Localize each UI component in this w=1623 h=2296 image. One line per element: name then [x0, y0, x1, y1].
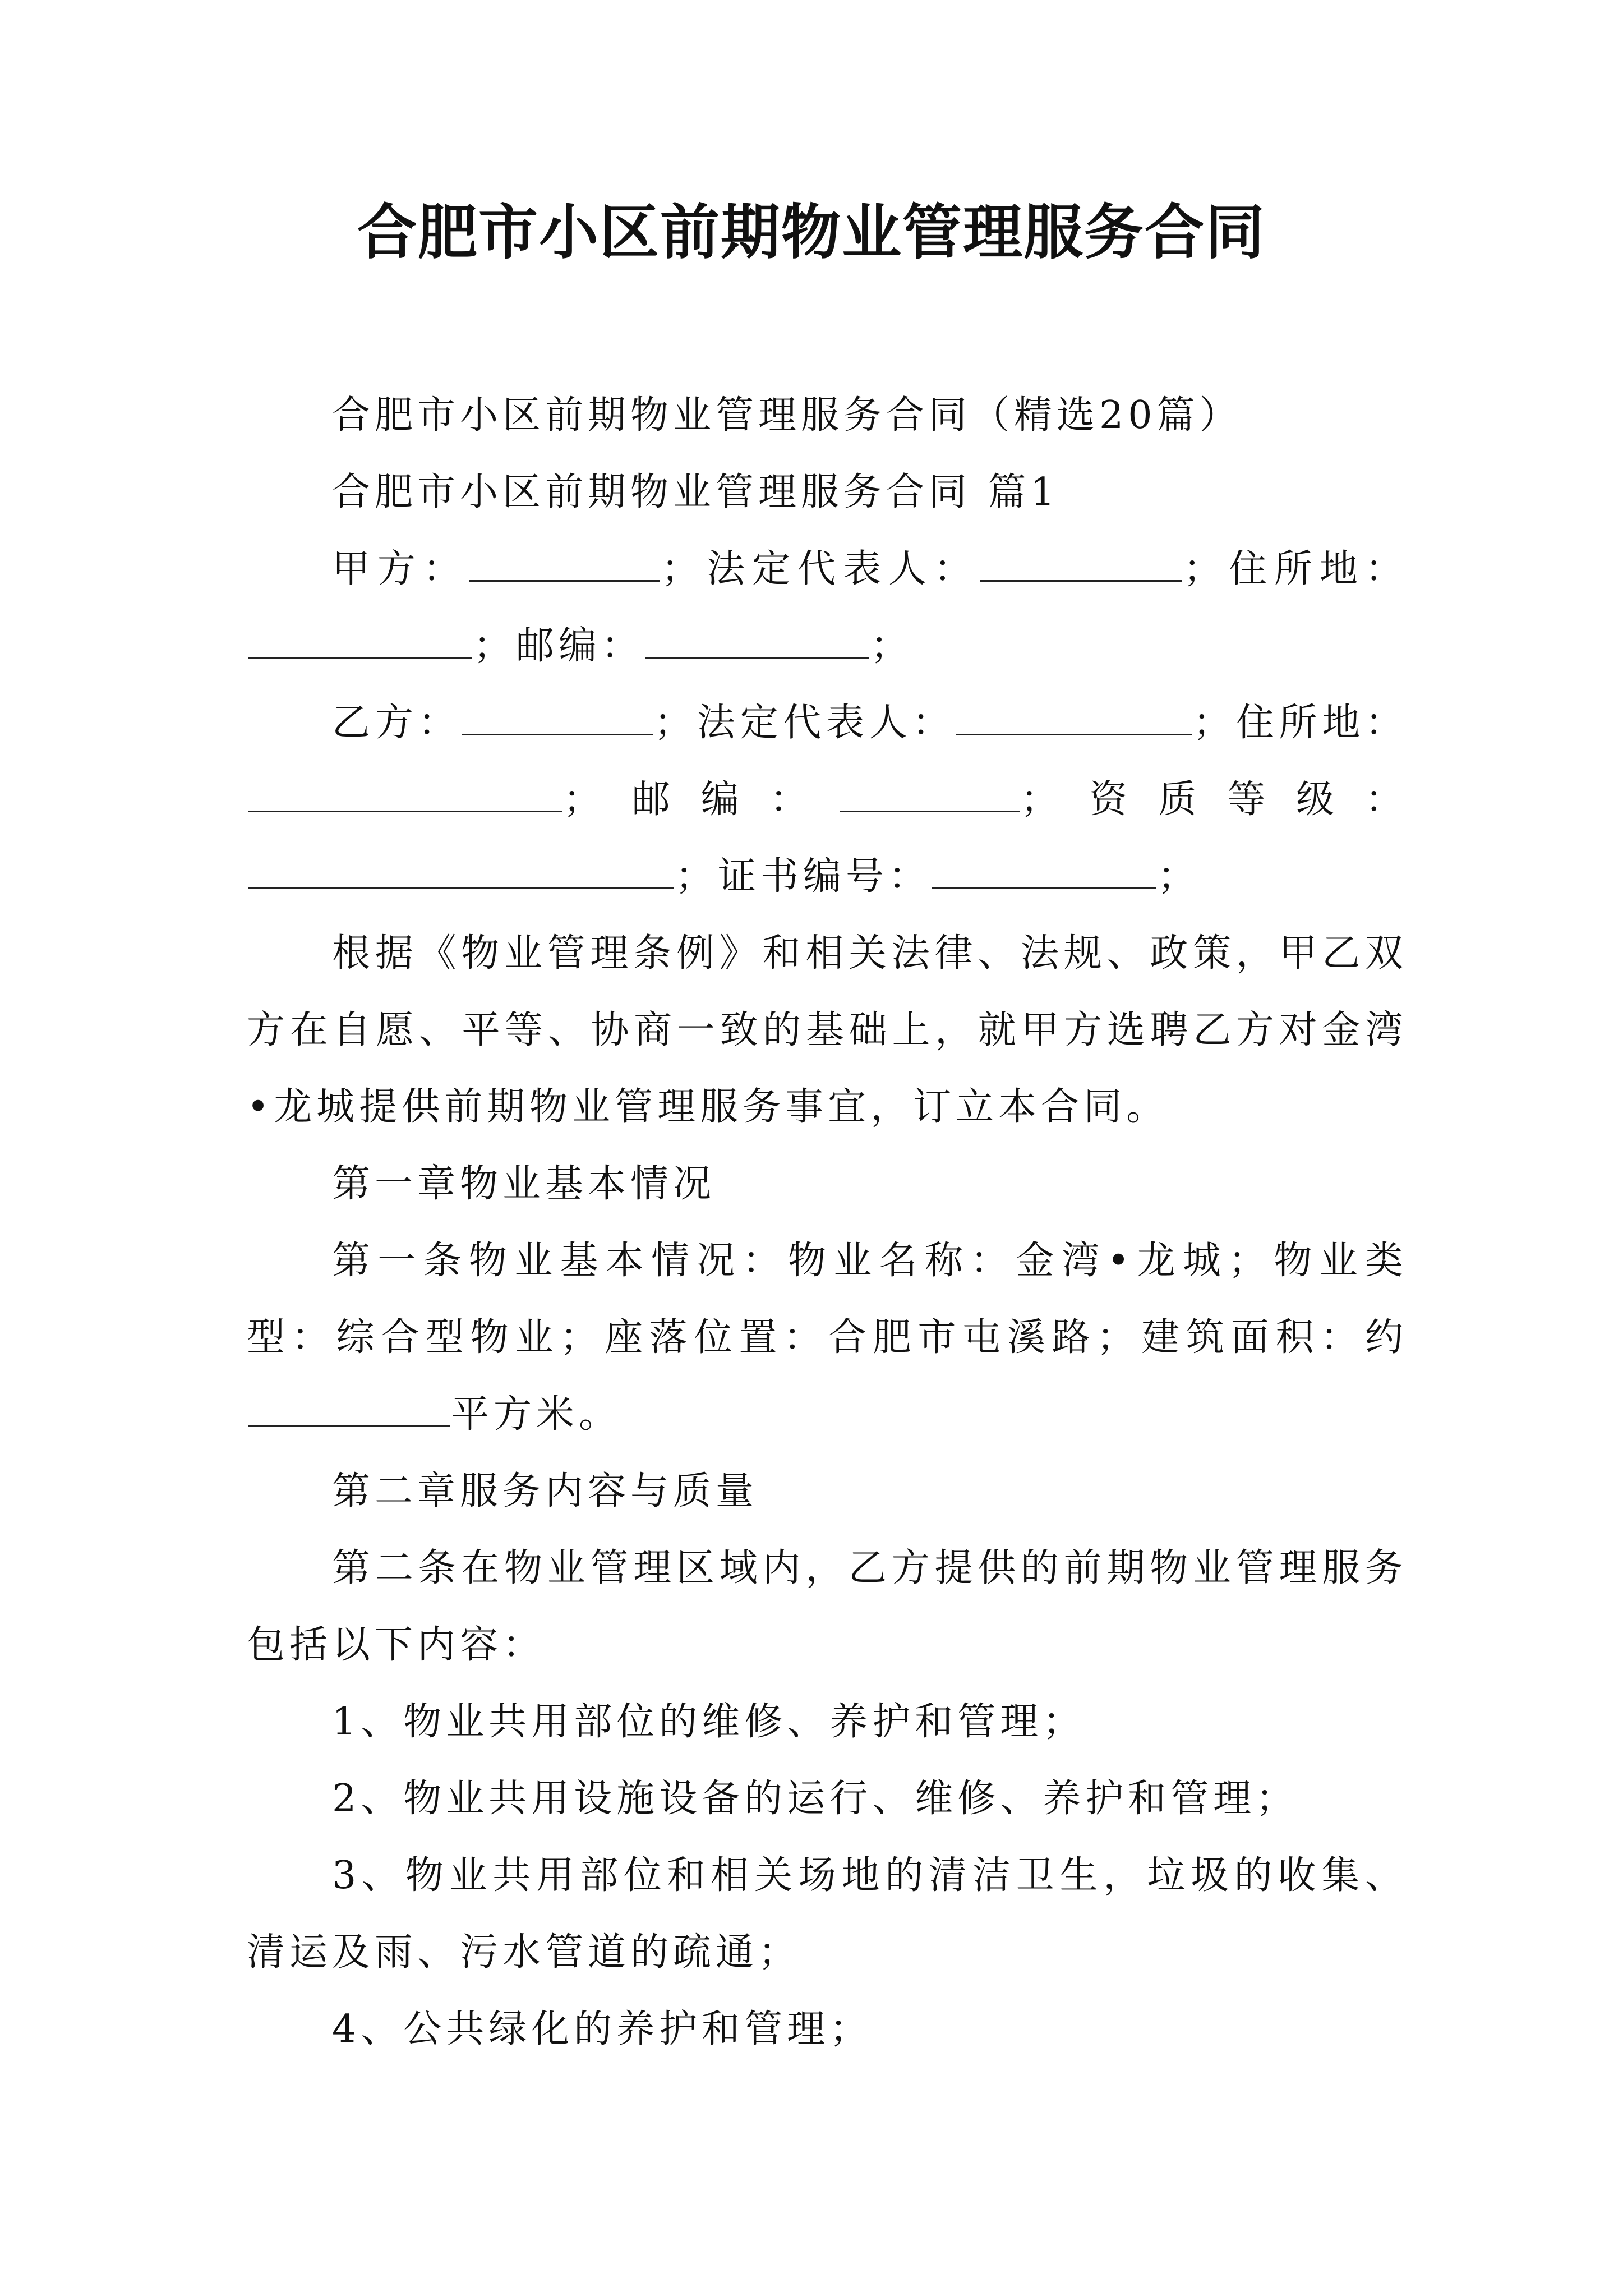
party-a-zip-blank — [645, 622, 869, 659]
article-2-paragraph: 第二条在物业管理区域内，乙方提供的前期物业管理服务包括以下内容： — [247, 1546, 1408, 1667]
party-b-qual-label: ；资质等级： — [1020, 777, 1408, 822]
party-b-rep-blank — [956, 699, 1192, 735]
party-a-label: 甲方： — [332, 547, 468, 591]
document-body — [247, 377, 1408, 2068]
party-b-qual-blank — [248, 853, 674, 889]
party-a-addr-label: ；住所地： — [1183, 547, 1408, 591]
list-item: 2、物业共用设施设备的运行、维修、养护和管理； — [332, 1777, 1299, 1821]
party-b-cert-blank — [932, 853, 1156, 889]
party-b-name-blank — [462, 699, 653, 735]
intro-paragraph: 根据《物业管理条例》和相关法律、法规、政策，甲乙双方在自愿、平等、协商一致的基础上，就甲方选聘乙方对金湾•龙城提供前期物业管理服务事宜，订立本合同。 — [247, 931, 1408, 1129]
party-a-name-blank — [469, 545, 660, 582]
party-b-rep-label: ；法定代表人： — [654, 701, 956, 745]
chapter-1-heading: 第一章物业基本情况 — [332, 1162, 716, 1206]
subtitle: 合肥市小区前期物业管理服务合同（精选20篇） — [332, 393, 1242, 438]
article-1-paragraph — [247, 1222, 1408, 1453]
article-1-text: 第一条物业基本情况：物业名称：金湾•龙城；物业类型：综合型物业；座落位置：合肥市屯溪路；建筑面积：约 — [247, 1239, 1408, 1360]
party-b-zip-label: ；邮编： — [563, 777, 839, 822]
list-item: 3、物业共用部位和相关场地的清洁卫生，垃圾的收集、清运及雨、污水管道的疏通； — [247, 1853, 1408, 1975]
list-item: 1、物业共用部位的维修、养护和管理； — [332, 1700, 1086, 1744]
party-a-rep-label: ；法定代表人： — [661, 547, 979, 591]
party-a-zip-label: ；邮编： — [473, 624, 644, 668]
chapter-2-heading: 第二章服务内容与质量 — [332, 1469, 759, 1513]
party-b-label: 乙方： — [332, 701, 462, 745]
party-b-cert-label: ；证书编号： — [675, 854, 932, 899]
party-b-end: ； — [1158, 854, 1201, 899]
party-b-paragraph — [247, 684, 1408, 915]
party-a-addr-blank — [248, 622, 472, 659]
section-heading: 合肥市小区前期物业管理服务合同 篇1 — [332, 470, 1059, 514]
document-title: 合肥市小区前期物业管理服务合同 — [357, 198, 1266, 267]
party-b-addr-label: ；住所地： — [1193, 701, 1408, 745]
party-b-zip-blank — [840, 776, 1020, 812]
area-blank — [248, 1391, 450, 1427]
list-item: 4、公共绿化的养护和管理； — [332, 2007, 873, 2051]
party-b-addr-blank — [248, 776, 562, 812]
party-a-paragraph — [247, 531, 1408, 684]
article-1-unit: 平方米。 — [451, 1392, 622, 1437]
party-a-end: ； — [870, 624, 914, 668]
party-a-rep-blank — [980, 545, 1182, 582]
